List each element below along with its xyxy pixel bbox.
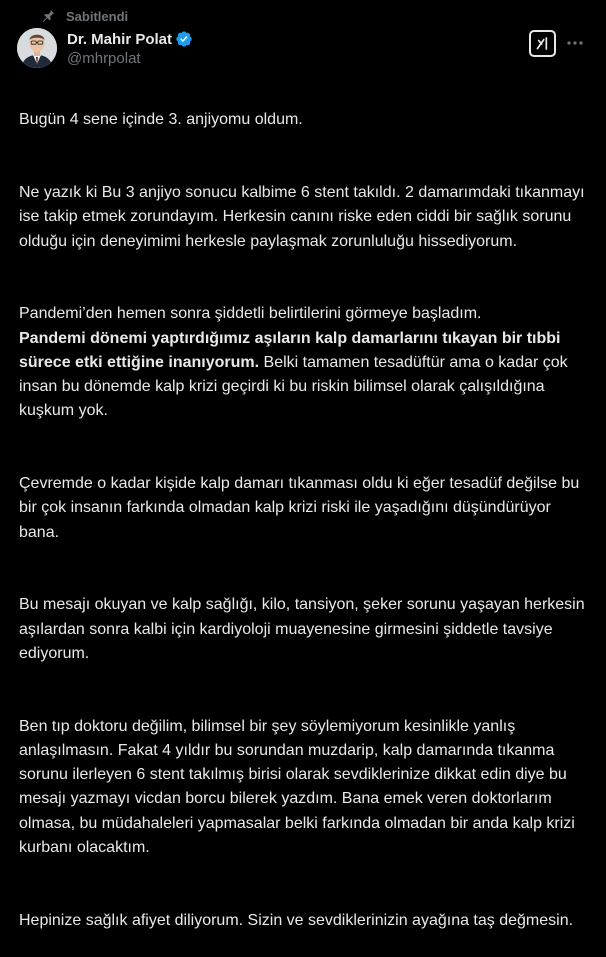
tweet-paragraph	[19, 302, 591, 423]
grok-button[interactable]	[529, 30, 556, 57]
tweet-paragraph-rest: Belki tamamen tesadüftür ama o kadar çok insan bu dönemde kalp krizi geçirdi ki bu riskin bilimsel olarak çalışıldığına kuşkum yok.	[19, 353, 568, 420]
tweet-paragraph: Ne yazık ki Bu 3 anjiyo sonucu kalbime 6 stent takıldı. 2 damarımdaki tıkanmayı ise takip etmek zorundayım. Herkesin canını riske eden ciddi bir sağlık sorunu olduğu için deneyimimi herkesle paylaşmak zorunluluğu hissediyorum.	[19, 184, 585, 250]
author-handle[interactable]: @mhrpolat	[67, 50, 141, 67]
tweet-paragraph-bold: Pandemi dönemi yaptırdığımız aşıların kalp damarlarını tıkayan bir tıbbi sürece etki ettiğine inanıyorum.	[19, 329, 561, 371]
tweet-paragraph: Hepinize sağlık afiyet diliyorum. Sizin ve sevdiklerinizin ayağına taş değmesin.	[19, 911, 574, 929]
avatar[interactable]	[17, 28, 57, 68]
tweet-paragraph: Çevremde o kadar kişide kalp damarı tıkanması oldu ki eğer tesadüf değilse bu bir çok insanın farkında olmadan kalp krizi riski ile yaşadığını düşündürüyor bana.	[19, 475, 580, 541]
tweet-paragraph: Bugün 4 sene içinde 3. anjiyomu oldum.	[19, 111, 303, 129]
more-options-button[interactable]	[563, 32, 587, 54]
more-icon	[566, 40, 584, 46]
author-display-name[interactable]: Dr. Mahir Polat	[67, 30, 173, 48]
avatar-image	[17, 28, 57, 68]
verified-badge-icon[interactable]	[175, 30, 193, 48]
pinned-label: Sabitlendi	[66, 8, 129, 24]
tweet-paragraph-intro: Pandemi’den hemen sonra şiddetli belirtilerini görmeye başladım.	[19, 305, 482, 323]
pin-icon	[40, 8, 56, 24]
tweet-text	[19, 84, 591, 957]
grok-icon	[534, 35, 551, 52]
tweet-paragraph: Ben tıp doktoru değilim, bilimsel bir şey söylemiyorum kesinlikle yanlış anlaşılmasın. Fakat 4 yıldır bu sorundan muzdarip, kalp damarında tıkanma sorunu ilerleyen 6 stent takılmış birisi olarak sevdiklerinize dikkat edin diye bu mesajı yazmayı vicdan borcu bilerek yazdım. Bana emek veren doktorlarım olmasa, bu müdahaleleri yapmasalar belki farkında olmadan bir anda kalp krizi kurbanı olacaktım.	[19, 717, 575, 856]
pinned-indicator	[40, 7, 128, 25]
tweet-paragraph: Bu mesajı okuyan ve kalp sağlığı, kilo, tansiyon, şeker sorunu yaşayan herkesin aşılardan sonra kalbi için kardiyoloji muayenesine girmesini şiddetle tavsiye ediyorum.	[19, 596, 585, 662]
author-name-row[interactable]	[67, 29, 193, 49]
